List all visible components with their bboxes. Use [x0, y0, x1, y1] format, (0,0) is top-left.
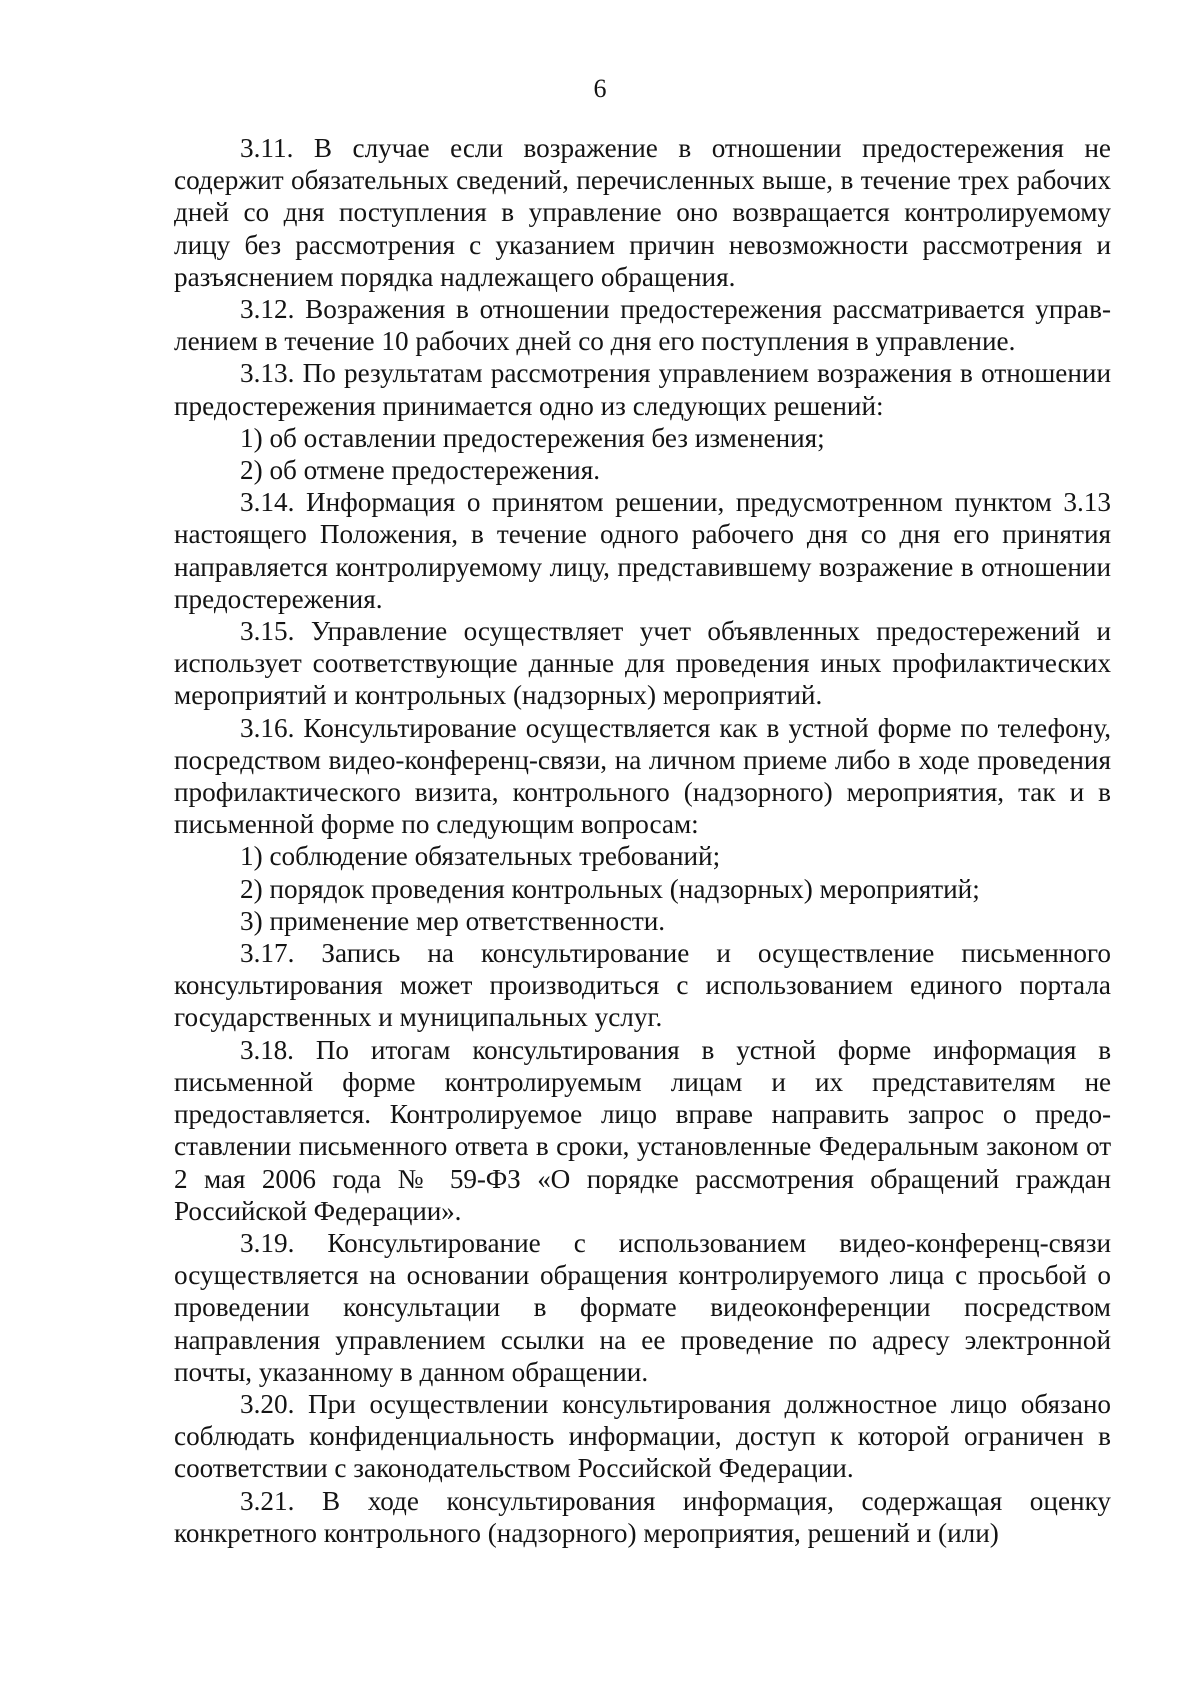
list-item-3-13-1: 1) об оставлении предостережения без изменения; — [240, 422, 825, 453]
paragraph-3-14: 3.14. Информация о принятом решении, предусмотренном пунктом 3.13 настоящего Положения, в течение одного рабочего дня со дня его принятия направляется контролируемому лицу, представившему возражение в отношении предостережения. — [174, 487, 1111, 614]
paragraph-3-16: 3.16. Консультирование осуществляется как в устной форме по телефону, посредством видео-конференц-связи, на личном приеме либо в ходе проведения профилактического визита, контрольного (надзорного) мероприятия, так и в письменной форме по следующим вопросам: — [174, 712, 1111, 840]
paragraph-3-20: 3.20. При осуществлении консультирования должностное лицо обязано соблюдать конфиденциальность информации, доступ к которой ограничен в соответствии с законодательством Российской Федерации. — [174, 1388, 1111, 1484]
list-item-3-16-1: 1) соблюдение обязательных требований; — [240, 841, 721, 872]
paragraph-3-13: 3.13. По результатам рассмотрения управлением возражения в отношении предостережения принимается одно из следующих решений: — [174, 358, 1111, 421]
list-item-3-16-3: 3) применение мер ответственности. — [240, 905, 666, 936]
paragraph-3-19: 3.19. Консультирование с использованием видео-конференц-связи осуществляется на основании обращения контролируемого лица с просьбой о проведении консультации в формате видеоконференции посредством направления управлением ссылки на ее проведение по адресу электронной почты, указанному в данном обращении. — [174, 1227, 1111, 1387]
page-number: 6 — [593, 74, 607, 103]
document-body — [174, 132, 1111, 1549]
paragraph-3-18: 3.18. По итогам консультирования в устной форме информация в письменной форме контролируемым лицам и их представителям не предоставляется. Контролируемое лицо вправе направить запрос о предоставлении письменного ответа в сроки, установленные Федеральным законом от 2 мая 2006 года № 59-ФЗ «О порядке рассмотрения обращений граждан Российской Федерации». — [174, 1034, 1111, 1226]
paragraph-3-15: 3.15. Управление осуществляет учет объявленных предостережений и использует соответствующие данные для проведения иных профилактических мероприятий и контрольных (надзорных) мероприятий. — [174, 616, 1111, 711]
list-item-3-13-2: 2) об отмене предостережения. — [240, 455, 600, 486]
paragraph-3-12: 3.12. Возражения в отношении предостережения рассматривается управлением в течение 10 рабочих дней со дня его поступления в управление. — [174, 294, 1111, 357]
paragraph-3-21: 3.21. В ходе консультирования информация, содержащая оценку конкретного контрольного (надзорного) мероприятия, решений и (или) — [174, 1485, 1111, 1548]
paragraph-3-11: 3.11. В случае если возражение в отношении предостережения не содержит обязательных сведений, перечисленных выше, в течение трех рабочих дней со дня поступления в управление оно возвращается контролируемому лицу без рассмотрения с указанием причин невозможности рассмотрения и разъяснением порядка надлежащего обращения. — [174, 133, 1111, 292]
list-item-3-16-2: 2) порядок проведения контрольных (надзорных) мероприятий; — [240, 873, 980, 904]
paragraph-3-17: 3.17. Запись на консультирование и осуществление письменного консультирования может производиться с использованием единого портала государственных и муниципальных услуг. — [174, 938, 1111, 1033]
